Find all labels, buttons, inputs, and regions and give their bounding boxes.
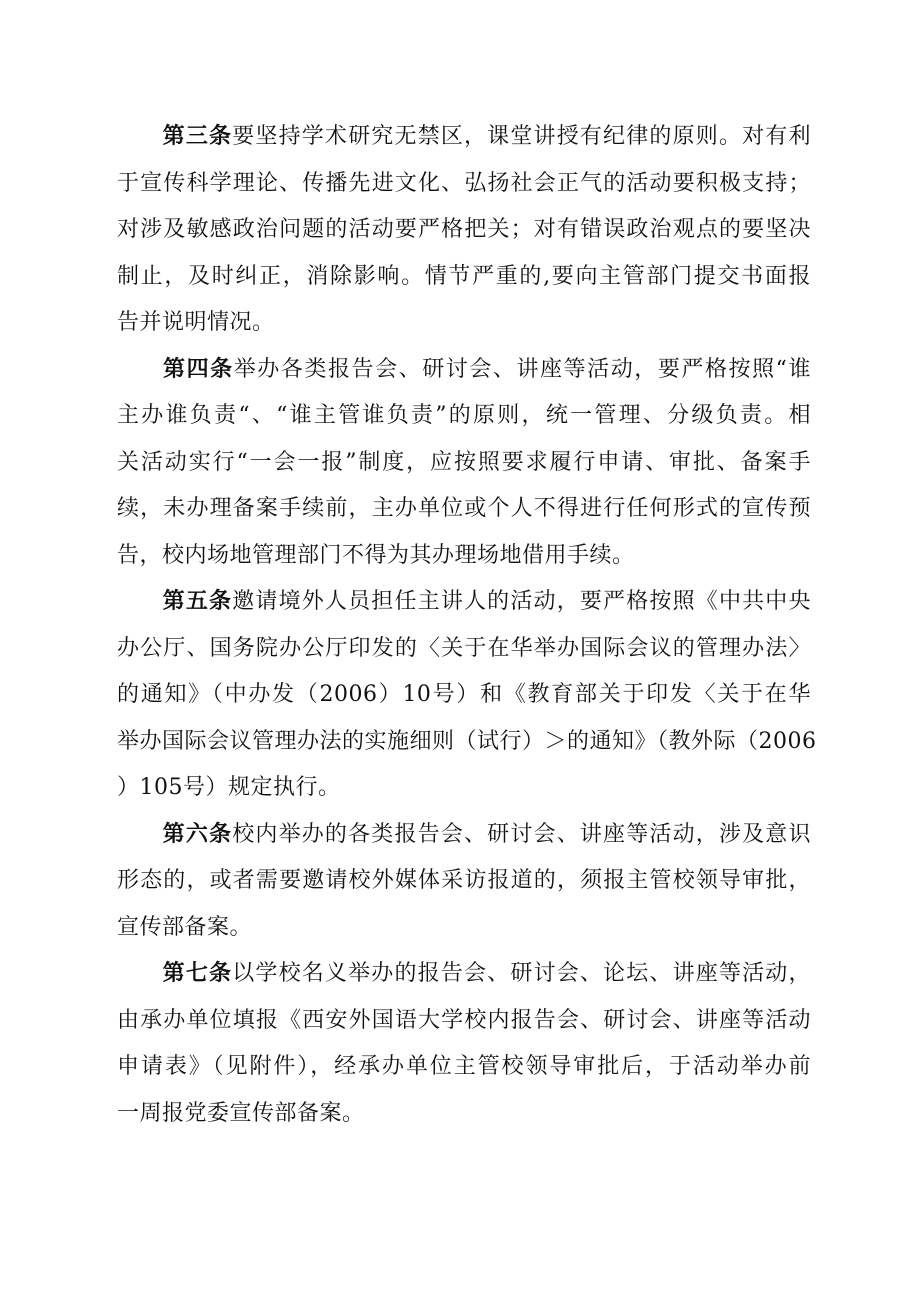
article-4-line-2: 主办谁负责“、“谁主管谁负责”的原则，统一管理、分级负责。相	[117, 403, 811, 428]
article-4-line-4: 续，未办理备案手续前，主办单位或个人不得进行任何形式的宣传预	[117, 496, 811, 521]
article-7-line-4: 一周报党委宣传部备案。	[117, 1100, 365, 1126]
article-6-line-2: 形态的，或者需要邀请校外媒体采访报道的，须报主管校领导审批，	[117, 868, 811, 893]
article-4	[117, 347, 811, 580]
article-4-line-5: 告，校内场地管理部门不得为其办理场地借用手续。	[117, 542, 635, 568]
article-3	[117, 114, 811, 347]
article-4-head: 第四条	[162, 356, 234, 382]
article-7-head: 第七条	[162, 961, 233, 986]
article-3-line-2: 于宣传科学理论、传播先进文化、弘扬社会正气的活动要积极支持；	[117, 170, 811, 196]
article-7-line-1: 第七条以学校名义举办的报告会、研讨会、论坛、讲座等活动，	[162, 961, 811, 986]
document-page	[117, 114, 817, 1137]
article-6	[117, 812, 811, 952]
article-6-line-1: 第六条校内举办的各类报告会、研讨会、讲座等活动，涉及意识	[162, 821, 811, 847]
article-6-head: 第六条	[162, 821, 233, 847]
article-6-line-3: 宣传部备案。	[117, 914, 253, 940]
article-4-line-1: 第四条举办各类报告会、研讨会、讲座等活动，要严格按照“谁	[162, 356, 811, 382]
article-5-line-4: 举办国际会议管理办法的实施细则（试行）＞的通知》（教外际（2006	[117, 728, 817, 754]
article-3-line-1: 第三条要坚持学术研究无禁区，课堂讲授有纪律的原则。对有利	[162, 124, 811, 149]
article-5-head: 第五条	[162, 589, 233, 614]
article-5-line-2: 办公厅、国务院办公厅印发的〈关于在华举办国际会议的管理办法〉	[117, 635, 811, 661]
article-5-line-3: 的通知》（中办发（2006）10号）和《教育部关于印发〈关于在华	[117, 682, 811, 707]
article-4-line-3: 关活动实行“一会一报”制度，应按照要求履行申请、审批、备案手	[117, 449, 811, 475]
article-5-line-5: ）105号）规定执行。	[117, 775, 341, 800]
article-3-line-3: 对涉及敏感政治问题的活动要严格把关；对有错误政治观点的要坚决	[117, 217, 811, 242]
article-3-line-4: 制止，及时纠正，消除影响。情节严重的,要向主管部门提交书面报	[117, 263, 811, 289]
article-5	[117, 579, 817, 812]
article-7-line-2: 由承办单位填报《西安外国语大学校内报告会、研讨会、讲座等活动	[117, 1007, 811, 1033]
article-5-line-1: 第五条邀请境外人员担任主讲人的活动，要严格按照《中共中央	[162, 589, 811, 614]
article-7	[117, 951, 811, 1137]
article-7-line-3: 申请表》（见附件），经承办单位主管校领导审批后，于活动举办前	[117, 1054, 811, 1079]
article-3-line-5: 告并说明情况。	[117, 310, 275, 335]
article-3-head: 第三条	[162, 124, 233, 149]
